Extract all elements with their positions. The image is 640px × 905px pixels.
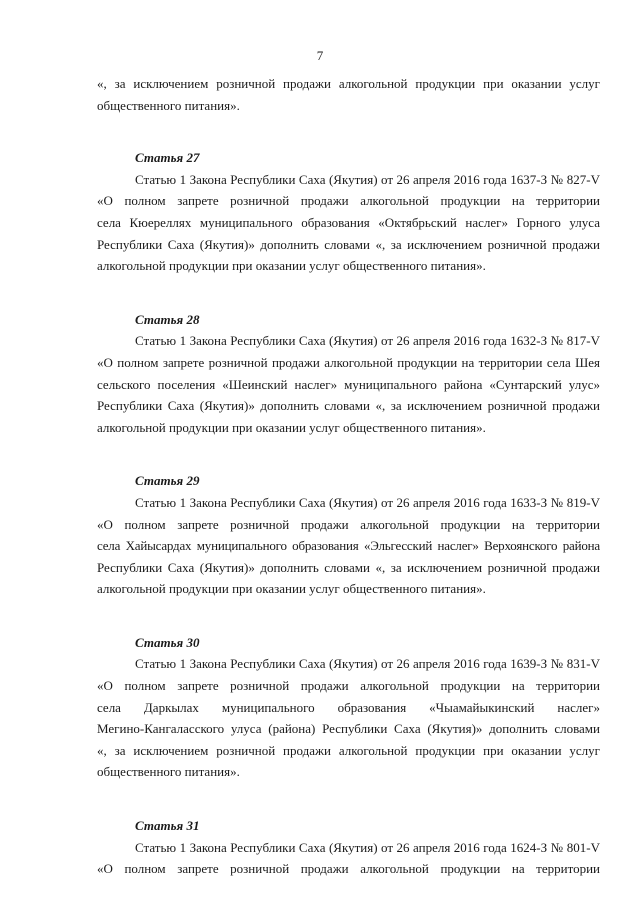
article-27 bbox=[97, 147, 600, 277]
article-line: Статью 1 Закона Республики Саха (Якутия) от 26 апреля 2016 года 1639-З № 831-V bbox=[135, 656, 600, 672]
article-title: Статья 29 bbox=[135, 473, 200, 489]
article-line: Мегино-Кангаласского улуса (района) Республики Саха (Якутия)» дополнить словами bbox=[97, 721, 600, 737]
page-number: 7 bbox=[316, 48, 324, 63]
intro-line: «, за исключением розничной продажи алкогольной продукции при оказании услуг bbox=[97, 76, 600, 91]
article-29 bbox=[97, 470, 600, 600]
article-line: «О полном запрете розничной продажи алкогольной продукции на территории bbox=[97, 516, 600, 532]
article-line: Республики Саха (Якутия)» дополнить словами «, за исключением розничной продажи bbox=[97, 559, 600, 575]
article-title: Статья 28 bbox=[135, 311, 200, 327]
article-line: села Кюереллях муниципального образования «Октябрьский наслег» Горного улуса bbox=[97, 214, 600, 230]
article-line: сельского поселения «Шеинский наслег» муниципального района «Сунтарский улус» bbox=[97, 376, 600, 392]
article-paragraph bbox=[97, 492, 600, 600]
article-line: Статью 1 Закона Республики Саха (Якутия) от 26 апреля 2016 года 1624-З № 801-V bbox=[135, 839, 600, 855]
article-line: «О полном запрете розничной продажи алкогольной продукции на территории bbox=[97, 678, 600, 694]
article-31 bbox=[97, 815, 600, 880]
document-body bbox=[97, 73, 600, 880]
article-30 bbox=[97, 632, 600, 783]
article-line: «О полном запрете розничной продажи алкогольной продукции на территории bbox=[97, 193, 600, 209]
article-line: «О полном запрете розничной продажи алкогольной продукции на территории bbox=[97, 861, 600, 877]
article-paragraph bbox=[97, 837, 600, 880]
article-line: села Хайысардах муниципального образования «Эльгесский наслег» Верхоянского района bbox=[97, 538, 600, 554]
article-line: села Даркылах муниципального образования «Чыамайыкинский наслег» bbox=[97, 699, 600, 715]
article-line: алкогольной продукции при оказании услуг общественного питания». bbox=[97, 258, 486, 274]
article-line: «О полном запрете розничной продажи алкогольной продукции на территории села Шея bbox=[97, 354, 600, 370]
intro-paragraph bbox=[97, 73, 600, 116]
article-line: Республики Саха (Якутия)» дополнить словами «, за исключением розничной продажи bbox=[97, 398, 600, 414]
intro-line: общественного питания». bbox=[97, 97, 240, 113]
article-line: Статью 1 Закона Республики Саха (Якутия) от 26 апреля 2016 года 1632-З № 817-V bbox=[135, 333, 600, 349]
article-line: Статью 1 Закона Республики Саха (Якутия) от 26 апреля 2016 года 1633-З № 819-V bbox=[135, 494, 600, 510]
article-line: Республики Саха (Якутия)» дополнить словами «, за исключением розничной продажи bbox=[97, 236, 600, 252]
article-line: алкогольной продукции при оказании услуг общественного питания». bbox=[97, 581, 486, 597]
article-line: Статью 1 Закона Республики Саха (Якутия) от 26 апреля 2016 года 1637-З № 827-V bbox=[135, 171, 600, 187]
article-title: Статья 31 bbox=[135, 818, 200, 834]
article-28 bbox=[97, 309, 600, 439]
article-title: Статья 27 bbox=[135, 150, 200, 166]
article-paragraph bbox=[97, 653, 600, 783]
article-line: алкогольной продукции при оказании услуг общественного питания». bbox=[97, 419, 486, 435]
article-paragraph bbox=[97, 330, 600, 438]
article-paragraph bbox=[97, 169, 600, 277]
article-title: Статья 30 bbox=[135, 634, 200, 650]
article-line: «, за исключением розничной продажи алкогольной продукции при оказании услуг bbox=[97, 742, 600, 758]
article-line: общественного питания». bbox=[97, 764, 240, 780]
